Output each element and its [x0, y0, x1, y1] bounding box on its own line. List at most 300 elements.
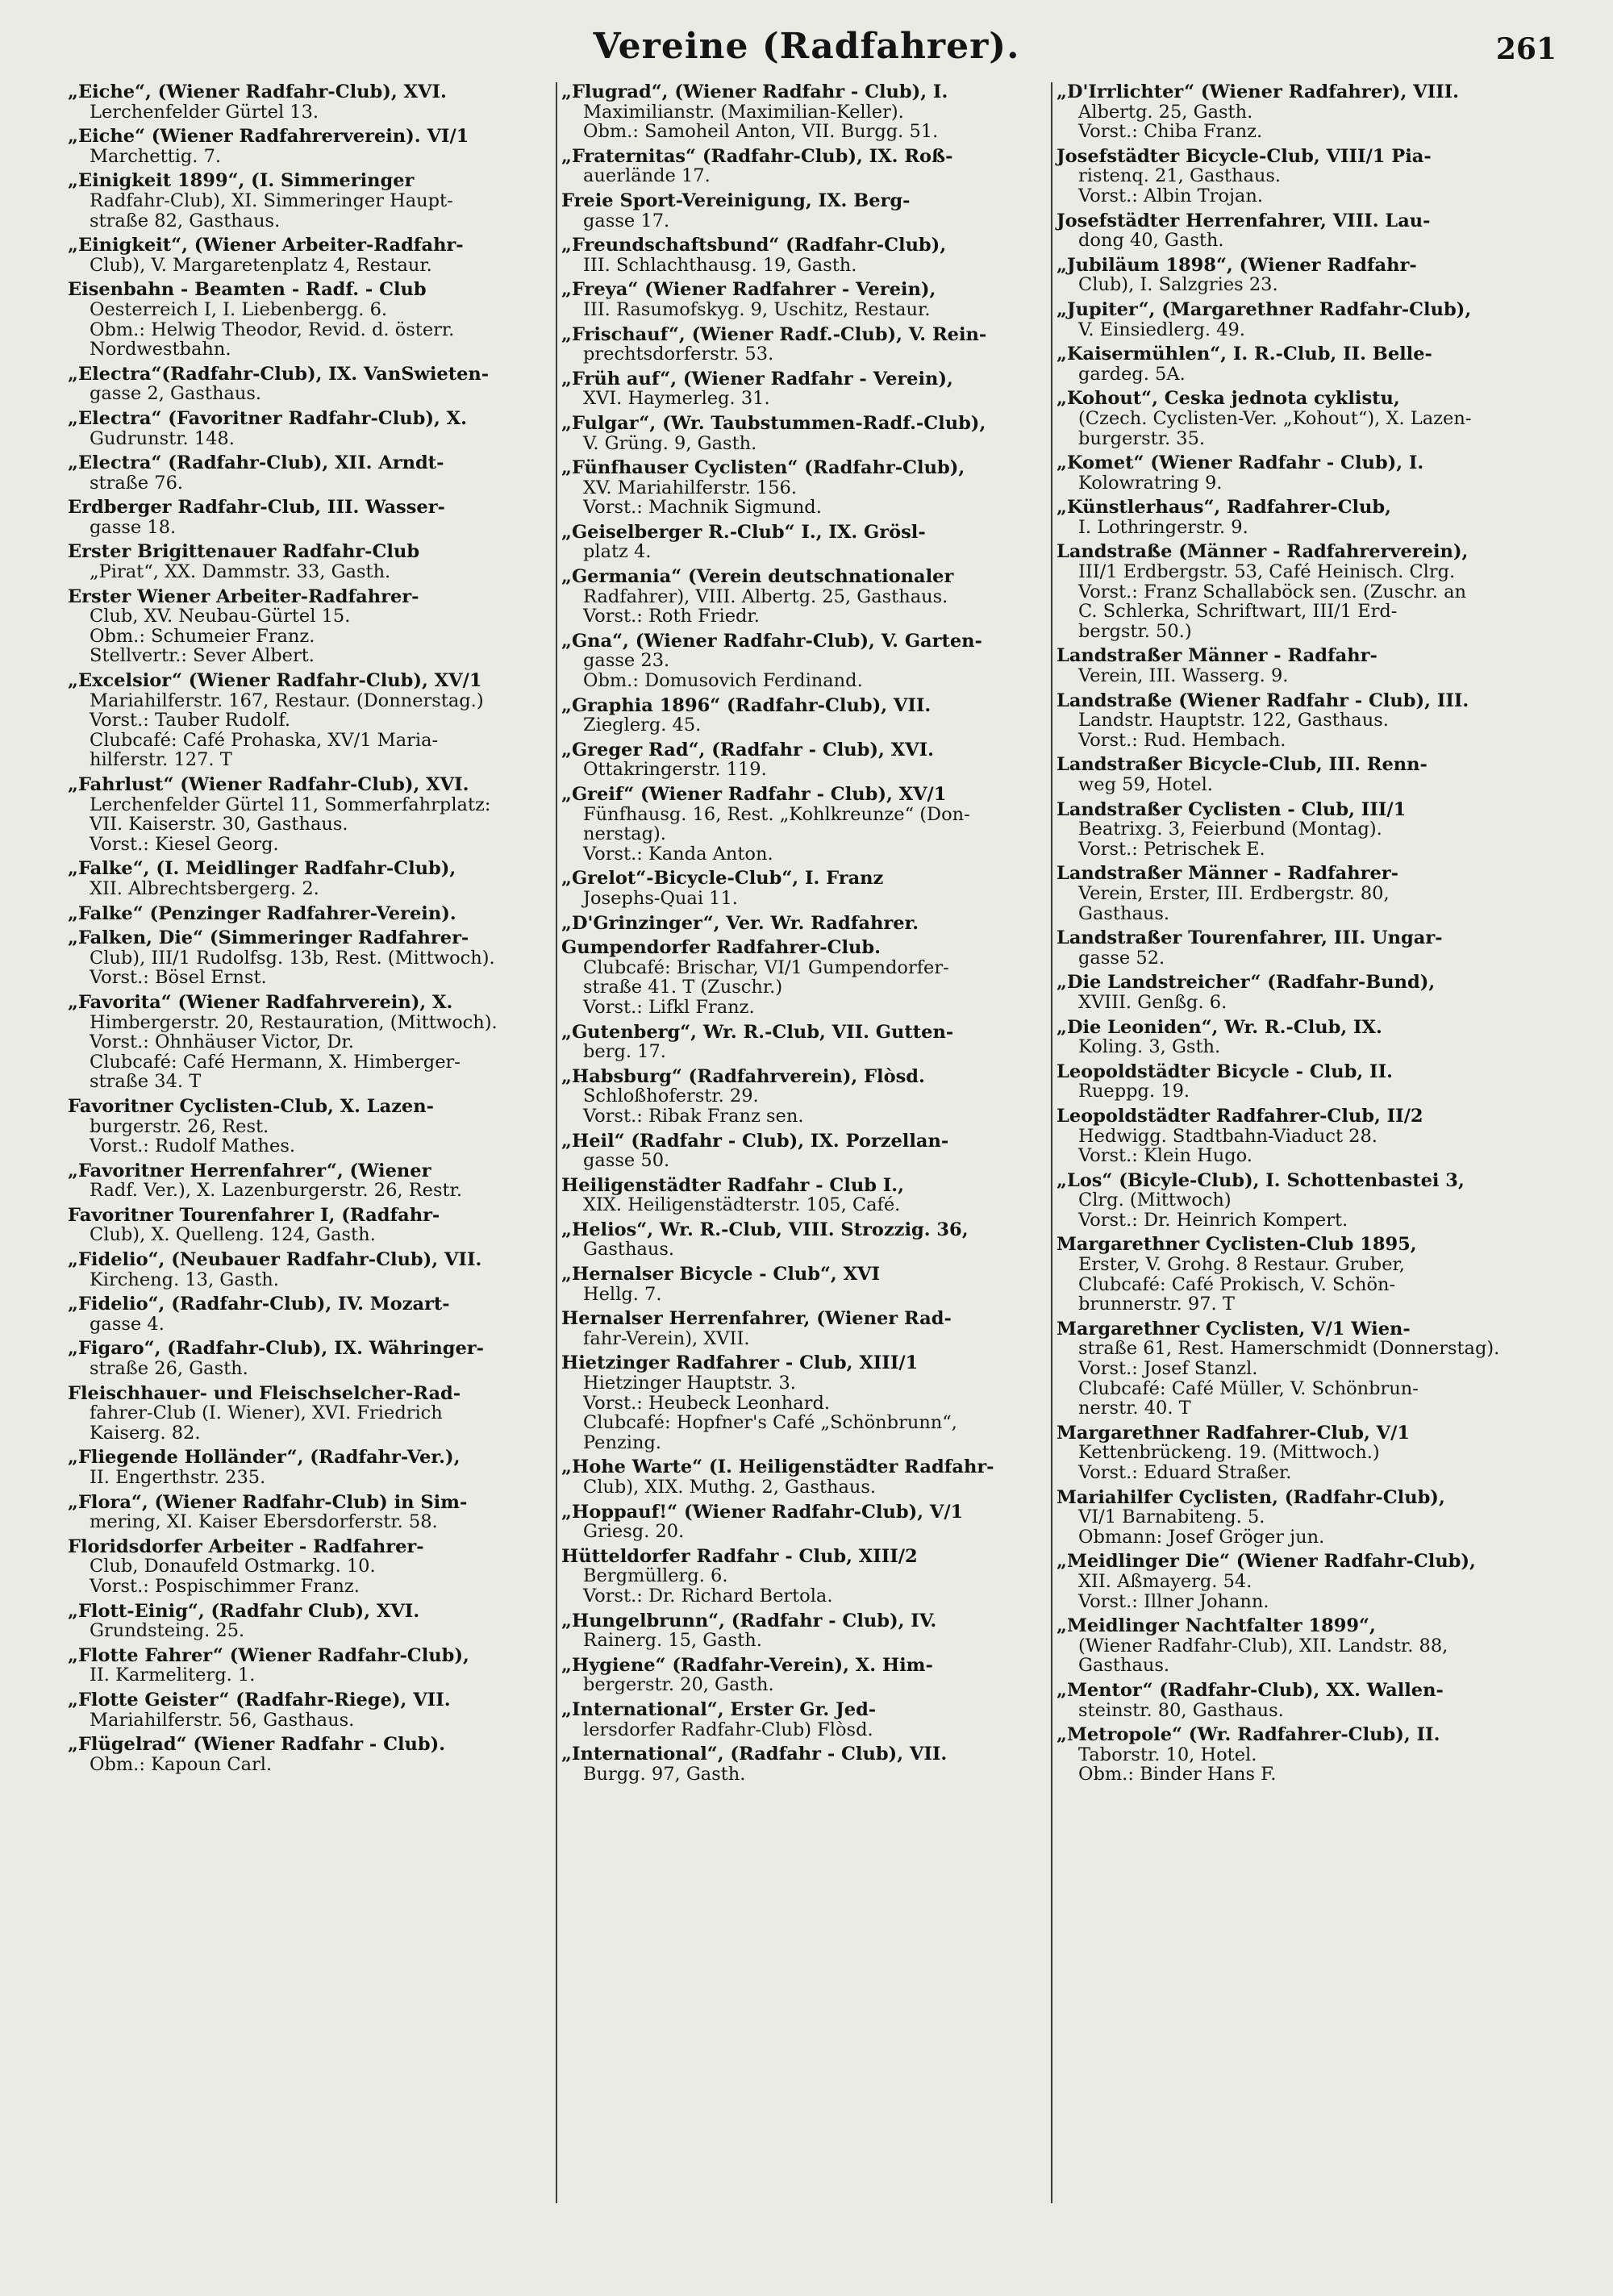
- entry-line: gasse 4.: [90, 1313, 165, 1335]
- directory-entry: [1057, 1681, 1550, 1720]
- entry-heading: „Favoritner Herrenfahrer“, (Wiener: [68, 1160, 431, 1181]
- directory-entry: [561, 280, 1048, 319]
- entry-line: Club), X. Quelleng. 124, Gasth.: [90, 1224, 376, 1246]
- entry-line: Club), XIX. Muthg. 2, Gasthaus.: [583, 1477, 877, 1498]
- directory-entry: [561, 147, 1048, 186]
- entry-heading: Landstraßer Bicycle-Club, III. Renn-: [1057, 754, 1428, 776]
- column-divider: [1051, 82, 1052, 2203]
- entry-heading: Erdberger Radfahr-Club, III. Wasser-: [68, 497, 445, 519]
- entry-line: gasse 17.: [583, 210, 670, 231]
- directory-entry: [68, 1537, 553, 1597]
- directory-entry: [68, 587, 553, 666]
- entry-heading: „Mentor“ (Radfahr-Club), XX. Wallen-: [1057, 1679, 1444, 1701]
- entry-line: Mariahilferstr. 167, Restaur. (Donnerstag.): [90, 690, 484, 711]
- entry-spacer: [1057, 1785, 1550, 1790]
- entry-heading: Landstraßer Männer - Radfahrer-: [1057, 863, 1398, 885]
- directory-entry: [1057, 389, 1550, 448]
- entry-heading: Landstraße (Männer - Radfahrerverein),: [1057, 541, 1469, 563]
- entry-line: Stellvertr.: Sever Albert.: [90, 645, 315, 667]
- entry-heading: „D'Irrlichter“ (Wiener Radfahrer), VIII.: [1057, 81, 1459, 102]
- entry-heading: Margarethner Cyclisten-Club 1895,: [1057, 1234, 1417, 1256]
- entry-line: prechtsdorferstr. 53.: [583, 344, 774, 365]
- directory-entry: [68, 775, 553, 854]
- directory-entry: [561, 1309, 1048, 1348]
- entry-heading: „Habsburg“ (Radfahrverein), Flòsd.: [561, 1065, 925, 1087]
- entry-line: II. Karmeliterg. 1.: [90, 1665, 256, 1686]
- entry-heading: Mariahilfer Cyclisten, (Radfahr-Club),: [1057, 1486, 1445, 1508]
- entry-heading: „Los“ (Bicyle-Club), I. Schottenbastei 3,: [1057, 1169, 1465, 1191]
- entry-heading: Margarethner Radfahrer-Club, V/1: [1057, 1422, 1410, 1444]
- directory-entry: [68, 1646, 553, 1686]
- entry-heading: „Frischauf“, (Wiener Radf.-Club), V. Rein-: [561, 323, 987, 345]
- entry-line: gasse 18.: [90, 516, 177, 538]
- directory-entry: [561, 740, 1048, 780]
- entry-line: gasse 52.: [1078, 947, 1165, 969]
- directory-entry: [68, 1493, 553, 1532]
- directory-entry: [1057, 973, 1550, 1012]
- directory-entry: [1057, 1488, 1550, 1548]
- directory-entry: [1057, 1319, 1550, 1419]
- entry-line: Obm.: Samoheil Anton, VII. Burgg. 51.: [583, 121, 939, 143]
- entry-line: Rainerg. 15, Gasth.: [583, 1630, 762, 1652]
- entry-line: straße 76.: [90, 472, 184, 494]
- entry-line: Obm.: Binder Hans F.: [1078, 1764, 1277, 1786]
- entry-line: Zieglerg. 45.: [583, 715, 702, 736]
- entry-line: Clrg. (Mittwoch): [1078, 1190, 1232, 1211]
- directory-entry: [561, 235, 1048, 275]
- entry-heading: „Electra“(Radfahr-Club), IX. VanSwieten-: [68, 363, 490, 385]
- entry-line: Obm.: Kapoun Carl.: [90, 1753, 273, 1775]
- entry-heading: „Meidlinger Die“ (Wiener Radfahr-Club),: [1057, 1551, 1476, 1573]
- entry-line: brunnerstr. 97. T: [1078, 1294, 1235, 1315]
- entry-heading: „Fünfhauser Cyclisten“ (Radfahr-Club),: [561, 457, 965, 479]
- entry-line: Clubcafé: Café Hermann, X. Himberger-: [90, 1051, 461, 1073]
- entry-line: Clubcafé: Café Müller, V. Schönbrun-: [1078, 1377, 1419, 1399]
- directory-entry: [561, 82, 1048, 142]
- entry-line: Clubcafé: Café Prohaska, XV/1 Maria-: [90, 729, 439, 751]
- entry-line: Vorst.: Franz Schallaböck sen. (Zuschr. an: [1078, 581, 1466, 602]
- directory-entry: [68, 409, 553, 448]
- entry-heading: „Germania“ (Verein deutschnationaler: [561, 566, 954, 588]
- entry-line: Club, Donaufeld Ostmarkg. 10.: [90, 1556, 376, 1577]
- directory-entry: [68, 82, 553, 122]
- entry-line: straße 34. T: [90, 1071, 202, 1093]
- directory-entry: [1057, 256, 1550, 295]
- entry-heading: „Greger Rad“, (Radfahr - Club), XVI.: [561, 739, 934, 760]
- directory-entry: [561, 785, 1048, 864]
- entry-heading: „Grelot“-Bicycle-Club“, I. Franz: [561, 868, 884, 890]
- entry-heading: „Favorita“ (Wiener Radfahrverein), X.: [68, 991, 453, 1013]
- directory-entry: [68, 1294, 553, 1334]
- entry-line: mering, XI. Kaiser Ebersdorferstr. 58.: [90, 1511, 438, 1533]
- entry-heading: Landstraße (Wiener Radfahr - Club), III.: [1057, 690, 1469, 711]
- directory-entry: [68, 127, 553, 166]
- entry-line: Himbergerstr. 20, Restauration, (Mittwoch).: [90, 1011, 498, 1033]
- entry-heading: Leopoldstädter Radfahrer-Club, II/2: [1057, 1105, 1423, 1127]
- entry-heading: „Electra“ (Radfahr-Club), XII. Arndt-: [68, 452, 444, 474]
- entry-line: Vorst.: Ribak Franz sen.: [583, 1105, 804, 1127]
- entry-line: Vorst.: Rud. Hembach.: [1078, 729, 1286, 751]
- entry-line: Vorst.: Tauber Rudolf.: [90, 710, 291, 731]
- directory-entry: [68, 365, 553, 404]
- directory-entry: [561, 1067, 1048, 1127]
- entry-line: Obm.: Domusovich Ferdinand.: [583, 670, 863, 692]
- directory-entry: [561, 1611, 1048, 1651]
- entry-heading: „Fahrlust“ (Wiener Radfahr-Club), XVI.: [68, 774, 469, 795]
- entry-line: steinstr. 80, Gasthaus.: [1078, 1699, 1284, 1721]
- entry-line: C. Schlerka, Schriftwart, III/1 Erd-: [1078, 601, 1398, 623]
- entry-spacer: [561, 1784, 1048, 1789]
- entry-line: dong 40, Gasth.: [1078, 230, 1224, 252]
- entry-line: straße 61, Rest. Hamerschmidt (Donnerstag).: [1078, 1338, 1500, 1360]
- entry-line: Radfahr-Club), XI. Simmeringer Haupt-: [90, 190, 453, 211]
- entry-line: Obm.: Helwig Theodor, Revid. d. österr.: [90, 319, 455, 340]
- entry-line: Vorst.: Josef Stanzl.: [1078, 1358, 1258, 1380]
- directory-entry: [561, 1265, 1048, 1304]
- entry-heading: Hütteldorfer Radfahr - Club, XIII/2: [561, 1545, 918, 1567]
- directory-entry: [68, 1448, 553, 1487]
- entry-line: Vorst.: Bösel Ernst.: [90, 967, 267, 989]
- page-title: Vereine (Radfahrer).: [593, 26, 1020, 67]
- entry-heading: „Falke“ (Penzinger Radfahrer-Verein).: [68, 902, 456, 924]
- entry-line: Vorst.: Pospischimmer Franz.: [90, 1575, 360, 1597]
- directory-entry: [561, 869, 1048, 908]
- directory-entry: [561, 938, 1048, 1017]
- entry-line: gardeg. 5A.: [1078, 363, 1186, 385]
- entry-line: fahrer-Club (I. Wiener), XVI. Friedrich: [90, 1402, 443, 1424]
- entry-heading: „Greif“ (Wiener Radfahr - Club), XV/1: [561, 784, 947, 805]
- entry-line: Griesg. 20.: [583, 1521, 685, 1543]
- directory-entry: [1057, 864, 1550, 923]
- entry-spacer: [68, 1774, 553, 1779]
- entry-heading: „Helios“, Wr. R.-Club, VIII. Strozzig. 36,: [561, 1219, 969, 1240]
- entry-heading: „Einigkeit“, (Wiener Arbeiter-Radfahr-: [68, 235, 464, 256]
- directory-entry: [68, 904, 553, 924]
- entry-line: Josephs-Quai 11.: [583, 887, 738, 909]
- entry-heading: Erster Brigittenauer Radfahr-Club: [68, 541, 420, 563]
- entry-heading: „Falken, Die“ (Simmeringer Radfahrer-: [68, 927, 469, 949]
- directory-entry: [1057, 1616, 1550, 1676]
- directory-entry: [561, 1353, 1048, 1452]
- entry-line: burgerstr. 26, Rest.: [90, 1115, 269, 1137]
- directory-entry: [68, 1097, 553, 1156]
- column-right: [1057, 82, 1550, 1790]
- entry-line: (Czech. Cyclisten-Ver. „Kohout“), X. Lazen-: [1078, 407, 1472, 429]
- directory-entry: [68, 671, 553, 770]
- directory-entry: [561, 1502, 1048, 1542]
- directory-entry: [1057, 1018, 1550, 1057]
- entry-line: Club), I. Salzgries 23.: [1078, 274, 1278, 296]
- entry-heading: „Hernalser Bicycle - Club“, XVI: [561, 1264, 881, 1286]
- entry-line: Erster, V. Grohg. 8 Restaur. Gruber,: [1078, 1254, 1405, 1276]
- entry-line: V. Einsiedlerg. 49.: [1078, 319, 1245, 340]
- entry-heading: „Fraternitas“ (Radfahr-Club), IX. Roß-: [561, 145, 953, 167]
- entry-line: Kettenbrückeng. 19. (Mittwoch.): [1078, 1442, 1380, 1464]
- entry-line: Vorst.: Kanda Anton.: [583, 843, 773, 865]
- entry-heading: „Gutenberg“, Wr. R.-Club, VII. Gutten-: [561, 1021, 954, 1043]
- entry-line: Burgg. 97, Gasth.: [583, 1763, 746, 1785]
- entry-line: gasse 23.: [583, 650, 670, 672]
- entry-heading: „Heil“ (Radfahr - Club), IX. Porzellan-: [561, 1130, 949, 1152]
- column-middle: [561, 82, 1048, 1789]
- entry-heading: Leopoldstädter Bicycle - Club, II.: [1057, 1060, 1393, 1082]
- entry-line: Maximilianstr. (Maximilian-Keller).: [583, 101, 904, 123]
- entry-line: gasse 2, Gasthaus.: [90, 383, 262, 405]
- directory-entry: [1057, 344, 1550, 384]
- entry-line: nerstr. 40. T: [1078, 1398, 1191, 1419]
- directory-entry: [1057, 542, 1550, 641]
- directory-entry: [68, 1690, 553, 1730]
- entry-heading: „International“, (Radfahr - Club), VII.: [561, 1744, 948, 1765]
- entry-line: Gudrunstr. 148.: [90, 427, 235, 449]
- directory-entry: [561, 191, 1048, 231]
- entry-line: straße 41. T (Zuschr.): [583, 977, 783, 998]
- entry-line: Koling. 3, Gsth.: [1078, 1036, 1221, 1058]
- entry-heading: „Falke“, (I. Meidlinger Radfahr-Club),: [68, 858, 456, 880]
- entry-heading: „Flott-Einig“, (Radfahr Club), XVI.: [68, 1600, 420, 1622]
- entry-line: Radf. Ver.), X. Lazenburgerstr. 26, Restr.: [90, 1180, 462, 1202]
- entry-line: Gasthaus.: [1078, 902, 1170, 924]
- entry-line: Lerchenfelder Gürtel 13.: [90, 101, 319, 123]
- entry-line: Mariahilferstr. 56, Gasthaus.: [90, 1709, 355, 1731]
- entry-heading: „D'Grinzinger“, Ver. Wr. Radfahrer.: [561, 912, 919, 934]
- directory-entry: [68, 993, 553, 1092]
- directory-entry: [1057, 691, 1550, 751]
- entry-heading: „Kaisermühlen“, I. R.-Club, II. Belle-: [1057, 344, 1432, 365]
- entry-heading: „Fliegende Holländer“, (Radfahr-Ver.),: [68, 1447, 461, 1469]
- directory-entry: [68, 1735, 553, 1774]
- entry-heading: Josefstädter Bicycle-Club, VIII/1 Pia-: [1057, 145, 1432, 167]
- column-left: [68, 82, 553, 1779]
- directory-entry: [561, 631, 1048, 691]
- directory-entry: [1057, 211, 1550, 251]
- entry-line: Club), V. Margaretenplatz 4, Restaur.: [90, 254, 432, 276]
- entry-line: XIX. Heiligenstädterstr. 105, Café.: [583, 1194, 901, 1216]
- directory-entry: [1057, 1171, 1550, 1231]
- entry-line: Vorst.: Chiba Franz.: [1078, 121, 1263, 143]
- entry-heading: „Electra“ (Favoritner Radfahr-Club), X.: [68, 407, 467, 429]
- directory-entry: [561, 1656, 1048, 1695]
- entry-heading: „Jupiter“, (Margarethner Radfahr-Club),: [1057, 298, 1472, 320]
- entry-heading: „Geiselberger R.-Club“ I., IX. Grösl-: [561, 521, 926, 543]
- entry-heading: Josefstädter Herrenfahrer, VIII. Lau-: [1057, 210, 1431, 231]
- entry-line: Vorst.: Ohnhäuser Victor, Dr.: [90, 1031, 354, 1053]
- directory-entry: [1057, 1235, 1550, 1314]
- entry-line: Obm.: Schumeier Franz.: [90, 625, 315, 647]
- entry-heading: „Flotte Geister“ (Radfahr-Riege), VII.: [68, 1689, 451, 1711]
- directory-entry: [1057, 498, 1550, 537]
- entry-line: Vorst.: Petrischek E.: [1078, 838, 1265, 860]
- entry-line: burgerstr. 35.: [1078, 427, 1206, 449]
- entry-line: Fünfhausg. 16, Rest. „Kohlkreunze“ (Don-: [583, 803, 970, 825]
- directory-entry: [561, 458, 1048, 518]
- directory-entry: [1057, 453, 1550, 493]
- directory-entry: [561, 1023, 1048, 1062]
- entry-line: gasse 50.: [583, 1150, 670, 1172]
- directory-entry: [561, 369, 1048, 409]
- entry-heading: „Eiche“, (Wiener Radfahr-Club), XVI.: [68, 81, 447, 102]
- entry-heading: Hietzinger Radfahrer - Club, XIII/1: [561, 1352, 919, 1374]
- directory-entry: [68, 542, 553, 581]
- entry-heading: „Flotte Fahrer“ (Wiener Radfahr-Club),: [68, 1644, 469, 1666]
- directory-entry: [1057, 755, 1550, 794]
- entry-line: XVIII. Genßg. 6.: [1078, 991, 1227, 1013]
- entry-line: Vorst.: Klein Hugo.: [1078, 1145, 1252, 1167]
- entry-line: Club, XV. Neubau-Gürtel 15.: [90, 606, 351, 627]
- directory-entry: [68, 280, 553, 359]
- directory-entry: [68, 1206, 553, 1245]
- entry-line: Vorst.: Albin Trojan.: [1078, 185, 1263, 206]
- entry-heading: „Fulgar“, (Wr. Taubstummen-Radf.-Club),: [561, 412, 986, 434]
- entry-line: Nordwestbahn.: [90, 339, 231, 360]
- directory-entry: [1057, 147, 1550, 206]
- entry-heading: „International“, Erster Gr. Jed-: [561, 1698, 877, 1720]
- entry-line: XII. Albrechtsbergerg. 2.: [90, 877, 319, 899]
- entry-line: weg 59, Hotel.: [1078, 774, 1213, 795]
- entry-heading: „Einigkeit 1899“, (I. Simmeringer: [68, 170, 415, 192]
- entry-heading: „Flora“, (Wiener Radfahr-Club) in Sim-: [68, 1491, 468, 1513]
- entry-line: Vorst.: Illner Johann.: [1078, 1590, 1269, 1612]
- entry-heading: Landstraßer Tourenfahrer, III. Ungar-: [1057, 927, 1443, 949]
- entry-line: Verein, Erster, III. Erdbergstr. 80,: [1078, 882, 1390, 904]
- directory-entry: [561, 1131, 1048, 1171]
- directory-entry: [1057, 1423, 1550, 1483]
- entry-line: Grundsteing. 25.: [90, 1620, 245, 1642]
- entry-line: Penzing.: [583, 1431, 662, 1453]
- entry-heading: Favoritner Tourenfahrer I, (Radfahr-: [68, 1204, 440, 1226]
- directory-entry: [561, 325, 1048, 365]
- directory-entry: [68, 453, 553, 493]
- entry-line: Vorst.: Heubeck Leonhard.: [583, 1392, 831, 1414]
- directory-entry: [1057, 1725, 1550, 1785]
- directory-entry: [1057, 928, 1550, 968]
- entry-line: V. Grüng. 9, Gasth.: [583, 432, 757, 454]
- directory-entry: [1057, 300, 1550, 340]
- directory-entry: [561, 567, 1048, 627]
- entry-line: auerlände 17.: [583, 165, 711, 187]
- entry-line: I. Lothringerstr. 9.: [1078, 516, 1248, 538]
- column-divider: [556, 82, 557, 2203]
- entry-line: platz 4.: [583, 541, 652, 563]
- entry-line: VII. Kaiserstr. 30, Gasthaus.: [90, 814, 348, 835]
- directory-entry: [68, 1250, 553, 1290]
- entry-line: Clubcafé: Hopfner's Café „Schönbrunn“,: [583, 1412, 957, 1434]
- entry-line: Club), III/1 Rudolfsg. 13b, Rest. (Mittwoch).: [90, 947, 495, 969]
- entry-heading: „Graphia 1896“ (Radfahr-Club), VII.: [561, 694, 932, 716]
- page-number: 261: [1495, 32, 1557, 66]
- entry-heading: „Gna“, (Wiener Radfahr-Club), V. Garten-: [561, 630, 982, 652]
- entry-heading: Landstraßer Männer - Radfahr-: [1057, 645, 1378, 667]
- entry-line: bergstr. 50.): [1078, 620, 1192, 642]
- entry-line: XII. Aßmayerg. 54.: [1078, 1570, 1252, 1592]
- directory-entry: [68, 928, 553, 988]
- entry-line: fahr-Verein), XVII.: [583, 1327, 750, 1349]
- entry-heading: „Künstlerhaus“, Radfahrer-Club,: [1057, 497, 1391, 519]
- entry-line: Vorst.: Lifkl Franz.: [583, 996, 755, 1018]
- entry-heading: „Excelsior“ (Wiener Radfahr-Club), XV/1: [68, 670, 482, 692]
- directory-entry: [561, 414, 1048, 453]
- entry-line: Ottakringerstr. 119.: [583, 759, 767, 781]
- entry-heading: Eisenbahn - Beamten - Radf. - Club: [68, 279, 427, 301]
- entry-heading: „Komet“ (Wiener Radfahr - Club), I.: [1057, 452, 1424, 474]
- entry-line: Kolowratring 9.: [1078, 472, 1223, 494]
- entry-heading: „Hygiene“ (Radfahr-Verein), X. Him-: [561, 1654, 933, 1676]
- entry-heading: Freie Sport-Vereinigung, IX. Berg-: [561, 190, 911, 211]
- entry-heading: Hernalser Herrenfahrer, (Wiener Rad-: [561, 1308, 952, 1330]
- directory-entry: [561, 1700, 1048, 1740]
- entry-line: Verein, III. Wasserg. 9.: [1078, 665, 1289, 687]
- entry-line: straße 26, Gasth.: [90, 1358, 248, 1380]
- entry-heading: Gumpendorfer Radfahrer-Club.: [561, 937, 881, 959]
- directory-entry: [561, 914, 1048, 934]
- entry-line: Albertg. 25, Gasth.: [1078, 101, 1253, 123]
- directory-entry: [68, 1602, 553, 1641]
- entry-heading: „Hoppauf!“ (Wiener Radfahr-Club), V/1: [561, 1501, 964, 1523]
- entry-line: (Wiener Radfahr-Club), XII. Landstr. 88,: [1078, 1635, 1448, 1656]
- directory-entry: [68, 859, 553, 898]
- directory-entry: [1057, 1106, 1550, 1166]
- entry-line: lersdorfer Radfahr-Club) Flòsd.: [583, 1719, 873, 1740]
- entry-line: straße 82, Gasthaus.: [90, 210, 281, 231]
- entry-heading: „Die Leoniden“, Wr. R.-Club, IX.: [1057, 1016, 1382, 1038]
- entry-heading: „Hohe Warte“ (I. Heiligenstädter Radfahr-: [561, 1456, 994, 1478]
- entry-heading: „Eiche“ (Wiener Radfahrerverein). VI/1: [68, 126, 469, 148]
- entry-line: Vorst.: Kiesel Georg.: [90, 833, 279, 855]
- entry-heading: „Fidelio“, (Radfahr-Club), IV. Mozart-: [68, 1294, 450, 1315]
- entry-line: Obmann: Josef Gröger jun.: [1078, 1526, 1325, 1548]
- entry-line: Beatrixg. 3, Feierbund (Montag).: [1078, 819, 1382, 840]
- entry-line: Kaiserg. 82.: [90, 1422, 201, 1444]
- entry-line: Taborstr. 10, Hotel.: [1078, 1744, 1257, 1765]
- entry-heading: „Kohout“, Ceska jednota cyklistu,: [1057, 388, 1400, 410]
- entry-line: Vorst.: Rudolf Mathes.: [90, 1135, 296, 1157]
- entry-heading: „Freundschaftsbund“ (Radfahr-Club),: [561, 235, 947, 256]
- entry-heading: „Fidelio“, (Neubauer Radfahr-Club), VII.: [68, 1249, 482, 1271]
- entry-heading: „Flugrad“, (Wiener Radfahr - Club), I.: [561, 81, 948, 102]
- entry-line: XV. Mariahilferstr. 156.: [583, 477, 798, 498]
- entry-line: Schloßhoferstr. 29.: [583, 1085, 759, 1107]
- entry-heading: „Die Landstreicher“ (Radfahr-Bund),: [1057, 972, 1436, 994]
- entry-line: II. Engerthstr. 235.: [90, 1467, 266, 1488]
- entry-line: VI/1 Barnabiteng. 5.: [1078, 1506, 1265, 1528]
- entry-heading: „Figaro“, (Radfahr-Club), IX. Währinger-: [68, 1338, 484, 1360]
- directory-entry: [561, 1744, 1048, 1784]
- entry-line: Hedwigg. Stadtbahn-Viaduct 28.: [1078, 1125, 1378, 1147]
- entry-heading: „Flügelrad“ (Wiener Radfahr - Club).: [68, 1734, 446, 1756]
- entry-line: Vorst.: Eduard Straßer.: [1078, 1462, 1292, 1483]
- directory-entry: [68, 1339, 553, 1378]
- entry-line: Bergmüllerg. 6.: [583, 1565, 728, 1587]
- entry-line: Clubcafé: Café Prokisch, V. Schön-: [1078, 1273, 1396, 1295]
- directory-entry: [1057, 800, 1550, 860]
- entry-line: Vorst.: Machnik Sigmund.: [583, 497, 822, 519]
- directory-entry: [1057, 1062, 1550, 1102]
- entry-line: III. Rasumofskyg. 9, Uschitz, Restaur.: [583, 298, 931, 320]
- entry-heading: „Hungelbrunn“, (Radfahr - Club), IV.: [561, 1610, 937, 1631]
- directory-entry: [1057, 82, 1550, 142]
- entry-line: Gasthaus.: [583, 1239, 675, 1261]
- directory-entry: [561, 1457, 1048, 1497]
- entry-line: Vorst.: Dr. Richard Bertola.: [583, 1585, 833, 1606]
- entry-line: Clubcafé: Brischar, VI/1 Gumpendorfer-: [583, 956, 949, 978]
- directory-entry: [68, 498, 553, 537]
- entry-heading: Erster Wiener Arbeiter-Radfahrer-: [68, 585, 419, 607]
- entry-line: XVI. Haymerleg. 31.: [583, 388, 770, 410]
- entry-line: Gasthaus.: [1078, 1655, 1170, 1677]
- entry-heading: Floridsdorfer Arbeiter - Radfahrer-: [68, 1536, 424, 1557]
- entry-line: Landstr. Hauptstr. 122, Gasthaus.: [1078, 710, 1389, 731]
- entry-line: ristenq. 21, Gasthaus.: [1078, 165, 1282, 187]
